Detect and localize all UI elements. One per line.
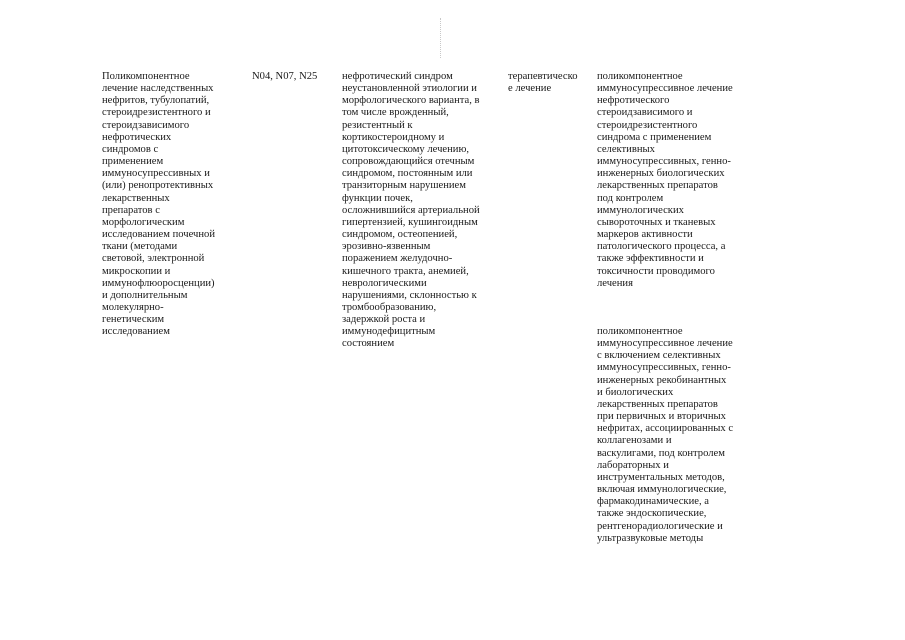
patient-model-cell: нефротический синдром неустановленной этиологии и морфологического варианта, в том числе врожденный, резистентный к кортикостероидному и цитотоксическому лечению, сопровождающийся отечным синдромом, постоянным или транзиторным нарушением функции почек, осложнившийся артериальной гипертензией, кушингоидным синдромом, остеопенией, эрозивно-язвенным поражением желудочно- кишечного тракта, анемией, неврологическими нарушениями, склонностью к тромбообразованию, задержкой роста и иммунодефицитным состоянием (342, 71, 480, 350)
treatment-method-cell-2: поликомпонентное иммуносупрессивное лечение с включением селективных иммуносупрессивных, генно- инженерных рекобинантных и биологических лекарственных препаратов при первичных и вторичных нефритах, ассоциированных с коллагенозами и васкулигами, под контролем лабораторных и инструментальных методов, включая иммунологические, фармакодинамические, а также эндоскопические, рентгенорадиологические и ультразвуковые методы (597, 326, 734, 544)
scan-artifact (440, 18, 442, 58)
treatment-type-cell: терапевтическо е лечение (508, 71, 578, 95)
treatment-method-cell-1: поликомпонентное иммуносупрессивное лечение нефротического стероидзависимого и стероидрезистентного синдрома с применением селективных иммуносупрессивных, генно- инженерных биологических лекарственных препаратов под контролем иммунологических сывороточных и тканевых маркеров активности патологического процесса, а также эффективности и токсичности проводимого лечения (597, 71, 733, 289)
care-type-cell: Поликомпонентное лечение наследственных нефритов, тубулопатий, стероидрезистентного и стероидзависимого нефротических синдромов с применением иммуносупрессивных и (или) ренопротективных лекарственных препаратов с морфологическим исследованием почечной ткани (методами световой, электронной микроскопии и иммунофлюоросценции) и дополнительным молекулярно- генетическим исследованием (102, 71, 215, 338)
icd-codes-cell: N04, N07, N25 (252, 71, 318, 82)
